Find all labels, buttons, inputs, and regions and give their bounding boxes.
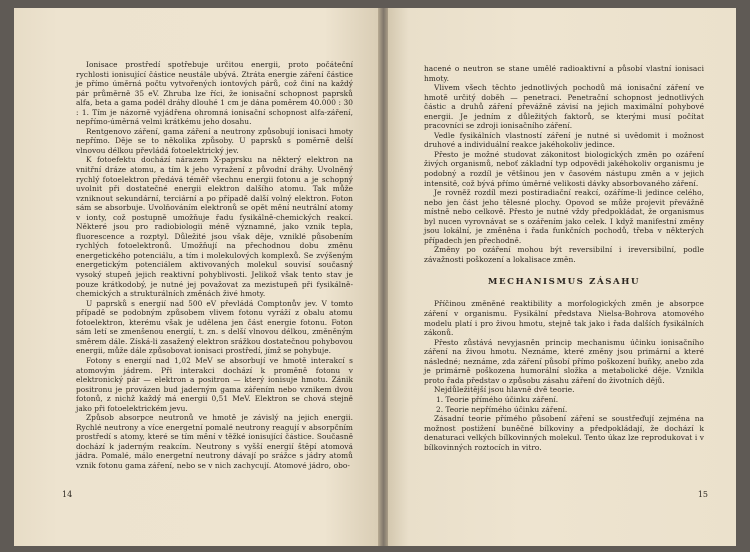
left-paragraph: U paprsků s energií nad 500 eV převládá Comptonův jev. V tomto případě se podobným způsobem vlivem fotonu vyráží z obalu atomu fotoelektron, kterému však je udělena jen část energie fotonu. Foton sám letí se zmenšenou energií, t. zn. s delší vlnovou délkou, změněným směrem dále. Získá-li zasažený elektron srážkou dostatečnou pohybovou energii, může dále způsobovat ionisaci prostředí, jímž se pohybuje.: [76, 298, 353, 356]
right-paragraph: Zásadní teorie přímého působení záření se soustřeďují zejména na možnost postižení buněčné bílkoviny a předpokládají, že dochází k denaturaci velkých bílkovinných molekul. Tento úkaz lze reprodukovat i v bílkovinných roztocích in vitro.: [424, 414, 704, 452]
page-number-right: 15: [697, 490, 708, 499]
theory-item: 1. Teorie přímého účinku záření.: [436, 394, 559, 404]
section-heading: MECHANISMUS ZÁSAHU: [487, 277, 641, 288]
right-paragraph: Přesto je možné studovat zákonitost biologických změn po ozáření živých organismů, neboť základní typ odpovědi jakéhokoliv organismu je podobný a rozdíl je většinou jen v časovém nástupu změn a v jejich intensitě, což bývá přímo úměrné velikosti dávky absorbovaného záření.: [424, 149, 704, 188]
right-paragraph: Je rovněž rozdíl mezi postiradiační reakcí, ozáříme-li jedince celého, nebo jen část jeho tělesné plochy. Opovod se může projevit převážně místně nebo celkově. Přesto je nutné vždy předpokládat, že organismus byl nucen vyrovnávat se s ozářením jako celek. I když manifestní změny jsou lokální, je změněna i řada funkčních pochodů, třeba v některých případech jen přechodně.: [424, 188, 704, 245]
left-paragraph: Způsob absorpce neutronů ve hmotě je závislý na jejich energii. Rychlé neutrony a více energetní pomalé neutrony reagují v absorpčním prostředí s atomy, které se tím mění v těžké ionisující částice. Současně dochází k jaderným reakcím. Neutrony s vyšší energií štěpí atomová jádra. Pomalé, málo energetní neutrony dávají po srážce s jádry atomů vznik fotonu gama záření, nebo se v nich zachycují. Atomové jádro, obo-: [76, 413, 353, 470]
left-paragraph: Rentgenovo záření, gama záření a neutrony způsobují ionisaci hmoty nepřímo. Děje se to několika způsoby. U paprsků s poměrně delší vlnovou délkou převládá fotoelektrický jev.: [76, 126, 353, 155]
page-number-left: 14: [62, 490, 73, 499]
left-paragraph: K fotoefektu dochází nárazem X-paprsku na některý elektron na vnitřní dráze atomu, a tím k jeho vyražení z původní dráhy. Uvolněný rychlý fotoelektron předává téměř všechnu energii fotonu a je schopný uvolnit při dostatečné energii elektron dalšího atomu. Tak může vzniknout sekundární, terciární a po případě další volný elektron. Foton sám se absorbuje. Uvolňováním elektronů se opět mění neutrální atomy v ionty, což postupně umožňuje řadu fysikálně-chemických reakcí. Některé jsou pro radiobiologii méně významné, jako vznik tepla, fluorescence a rozptyl. Důležité jsou však děje, vzniklé působením rychlých fotoelektronů. Umožňují na přechodnou dobu změnu energetického potenciálu, a tím i molekulových komplexů. Se zvýšeným energetickým potenciálem aktivovaných molekul souvisí současný vysoký stupeň jejich reaktivní pohyblivosti. Jelikož však tento stav je pouze krátkodobý, je nutné jej považovat za mezistupeň při fysikálně-chemických a strukturálních změnách živé hmoty.: [76, 155, 353, 299]
right-paragraph: Příčinou změněné reaktibility a morfologických změn je absorpce záření v organismu. Fysikální představa Nielsa-Bohrova atomového modelu platí i pro živou hmotu, stejně tak jako i řada dalších fysikálních zákonů.: [424, 299, 704, 338]
left-page: [14, 8, 379, 546]
right-page: [388, 8, 736, 546]
right-paragraph: Vedle fysikálních vlastností záření je nutné si uvědomit i možnost druhové a individuální reakce jakéhokoliv jedince.: [424, 130, 704, 150]
right-paragraph: Nejdůležitější jsou hlavně dvě teorie.: [434, 385, 575, 395]
right-paragraph: hacené o neutron se stane umělé radioaktivní a působí vlastní ionisaci hmoty.: [424, 64, 704, 83]
theory-item: 2. Teorie nepřímého účinku záření.: [436, 404, 568, 414]
left-paragraph: Ionisace prostředí spotřebuje určitou energii, proto počáteční rychlosti ionisující částice neustále ubývá. Ztráta energie záření částice je přímo úměrná počtu vytvořených iontových párů, což činí na každý pár průměrně 35 eV. Zhruba lze říci, že ionisační schopnost paprsků alfa, beta a gama podél dráhy dlouhé 1 cm je dána poměrem 40.000 : 30 : 1. Tím je názorně vyjádřena ohromná ionisační schopnost alfa-záření, nepřímo-úměrná velmi krátkému jeho dosahu.: [76, 60, 353, 127]
right-paragraph: Vlivem všech těchto jednotlivých pochodů má ionisační záření ve hmotě určitý doběh — penetraci. Penetrační schopnost jednotlivých částic a druhů záření převážně závisí na jejich maximální pohybové energii. Je jedním z důležitých faktorů, se kterými musí počítat pracovníci se zdroji ionisačního záření.: [424, 83, 704, 131]
right-paragraph: Změny po ozáření mohou být reversibilní i ireversibilní, podle závažnosti poškození a lokalisace změn.: [424, 245, 704, 264]
right-paragraph: Přesto zůstává nevyjasněn princip mechanismu účinku ionisačního záření na živou hmotu. Neznáme, které změny jsou primární a které následné; neznáme, zda záření působí přímo poškození buňky, anebo zda je primárně poškozena humorální složka a metabolické děje. Vznikla proto řada představ o způsobu zásahu záření do životních dějů.: [424, 337, 704, 385]
left-paragraph: Fotony s energií nad 1,02 MeV se absorbují ve hmotě interakcí s atomovým jádrem. Při interakci dochází k proměně fotonu v elektronický pár — elektron a positron — který ionisuje hmotu. Zánik positronu je provázen bud jaderným gama zářením nebo vznikem dvou fotonů, z nichž každý má energii 0,51 MeV. Elektron se chová stejně jako při fotoelektrickém jevu.: [76, 355, 353, 413]
